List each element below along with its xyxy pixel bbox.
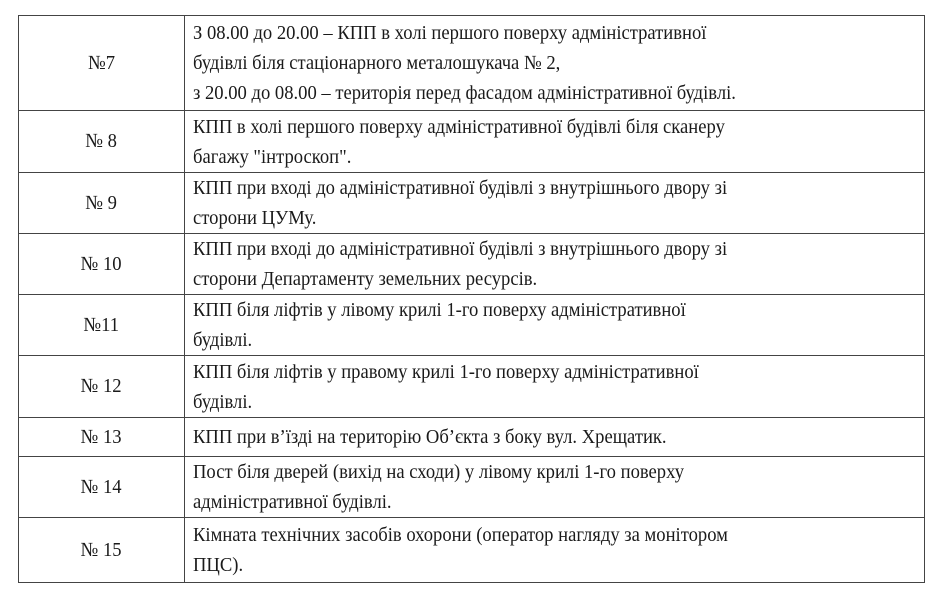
description-line: сторони ЦУМу. xyxy=(193,207,317,229)
description-line: КПП при вході до адміністративної будівлі з внутрішнього двору зі xyxy=(193,238,728,260)
post-number: №11 xyxy=(83,313,120,336)
table-row xyxy=(19,234,925,295)
post-number: №7 xyxy=(87,51,116,74)
post-description-cell xyxy=(185,234,925,295)
table-row xyxy=(19,518,925,583)
posts-table xyxy=(18,15,925,583)
post-number: № 12 xyxy=(80,375,123,397)
post-number-cell xyxy=(19,356,185,418)
post-number-cell xyxy=(19,295,185,356)
description-line: КПП в холі першого поверху адміністративної будівлі біля сканеру xyxy=(193,115,725,138)
description-line: будівлі біля стаціонарного металошукача № 2, xyxy=(193,52,561,74)
description-line: Пост біля дверей (вихід на сходи) у лівому крилі 1-го поверху xyxy=(193,461,684,483)
description-line: багажу "інтроскоп". xyxy=(193,145,352,168)
post-description-cell xyxy=(185,418,925,457)
post-number-cell xyxy=(19,457,185,518)
post-number: № 8 xyxy=(85,130,118,152)
post-number: № 14 xyxy=(80,475,123,498)
post-number-cell xyxy=(19,111,185,173)
post-number-cell xyxy=(19,16,185,111)
description-line: КПП при вході до адміністративної будівлі з внутрішнього двору зі xyxy=(193,177,728,199)
description-line: КПП біля ліфтів у лівому крилі 1-го поверху адміністративної xyxy=(193,299,686,321)
post-description-cell xyxy=(185,295,925,356)
description-line: КПП при в’їзді на територію Об’єкта з боку вул. Хрещатик. xyxy=(193,426,667,448)
table-row xyxy=(19,356,925,418)
post-number-cell xyxy=(19,234,185,295)
description-line: будівлі. xyxy=(193,390,253,413)
table-row xyxy=(19,418,925,457)
post-description-cell xyxy=(185,518,925,583)
description-line: будівлі. xyxy=(193,329,253,351)
description-line: з 20.00 до 08.00 – територія перед фасадом адміністративної будівлі. xyxy=(193,82,736,104)
post-description-cell xyxy=(185,173,925,234)
post-number: № 13 xyxy=(80,425,123,448)
description-line: Кімната технічних засобів охорони (оператор нагляду за монітором xyxy=(193,524,728,546)
post-number-cell xyxy=(19,518,185,583)
table-row xyxy=(19,16,925,111)
post-number: № 15 xyxy=(80,538,123,561)
description-line: ПЦС). xyxy=(193,554,244,576)
description-line: сторони Департаменту земельних ресурсів. xyxy=(193,268,538,290)
description-line: З 08.00 до 20.00 – КПП в холі першого поверху адміністративної xyxy=(193,22,707,44)
description-line: КПП біля ліфтів у правому крилі 1-го поверху адміністративної xyxy=(193,360,699,383)
post-number: № 10 xyxy=(80,252,123,275)
table-row xyxy=(19,295,925,356)
table-row xyxy=(19,173,925,234)
post-number: № 9 xyxy=(85,191,118,214)
description-line: адміністративної будівлі. xyxy=(193,491,392,513)
post-description-cell xyxy=(185,457,925,518)
post-number-cell xyxy=(19,418,185,457)
post-description-cell xyxy=(185,356,925,418)
table-row xyxy=(19,457,925,518)
table-row xyxy=(19,111,925,173)
post-number-cell xyxy=(19,173,185,234)
post-description-cell xyxy=(185,111,925,173)
post-description-cell xyxy=(185,16,925,111)
